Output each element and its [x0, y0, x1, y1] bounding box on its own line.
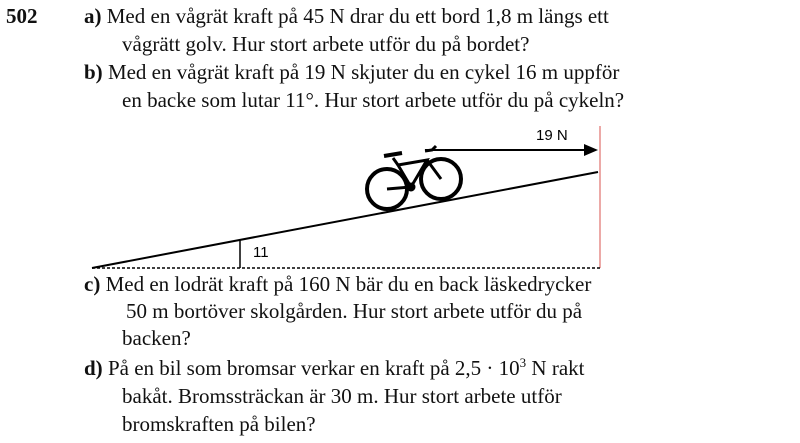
part-a-label: a): [84, 4, 102, 28]
part-d-text-1-post: N rakt: [526, 356, 585, 380]
force-label: 19 N: [536, 127, 568, 144]
part-d-exponent: 3: [519, 355, 527, 370]
bicycle-icon: [367, 146, 461, 209]
part-b-label: b): [84, 60, 103, 84]
part-c-line-1: [84, 272, 591, 296]
incline-line: [92, 172, 598, 268]
part-d-text-2: bakåt. Bromssträckan är 30 m. Hur stort arbete utför: [122, 384, 562, 408]
part-d-text-3: bromskraften på bilen?: [122, 412, 316, 436]
arrow-icon: [425, 144, 598, 156]
part-b-text-2: en backe som lutar 11°. Hur stort arbete utför du på cykeln?: [122, 88, 625, 112]
part-d-line-1: [84, 356, 584, 380]
part-c-text-2: 50 m bortöver skolgården. Hur stort arbete utför du på: [126, 299, 583, 323]
part-c-text-1: Med en lodrät kraft på 160 N bär du en back läskedrycker: [105, 272, 592, 296]
part-d-text-1-pre: På en bil som bromsar verkar en kraft på 2,5 · 10: [107, 356, 520, 380]
part-a-text-1: Med en vågrät kraft på 45 N drar du ett bord 1,8 m längs ett: [106, 4, 609, 28]
part-b-text-1: Med en vågrät kraft på 19 N skjuter du en cykel 16 m uppför: [107, 60, 620, 84]
part-d-label: d): [84, 356, 103, 380]
part-a-text-2: vågrätt golv. Hur stort arbete utför du på bordet?: [122, 32, 530, 56]
part-c-text-3: backen?: [122, 326, 191, 350]
angle-label: 11: [253, 244, 269, 261]
part-c-label: c): [84, 272, 101, 296]
exercise-number: 502: [6, 4, 38, 28]
